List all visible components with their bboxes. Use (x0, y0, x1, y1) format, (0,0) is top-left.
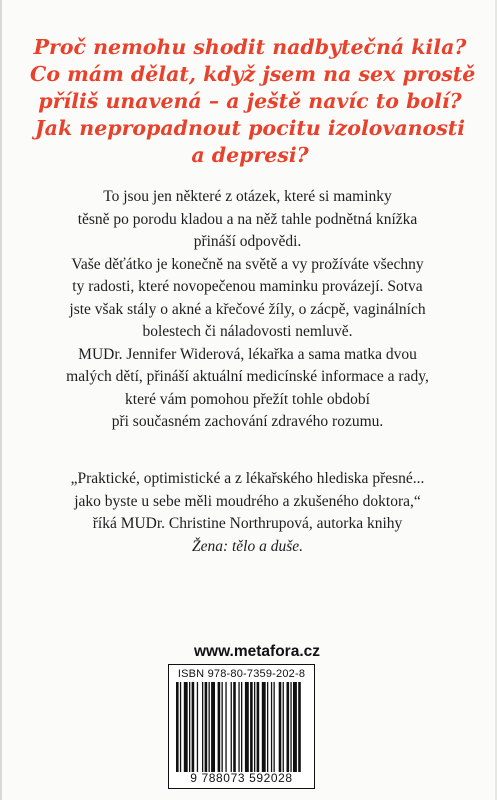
quote-line: „Praktické, optimistické a z lékařského hlediska přesné... (70, 470, 425, 487)
blurb-line: malých dětí, přináší aktuální medicínské informace a rady, (66, 368, 429, 385)
barcode-bar (279, 682, 282, 772)
barcode-bar (274, 682, 275, 772)
blurb-line: MUDr. Jennifer Widerová, lékařka a sama matka dvou (78, 345, 417, 363)
question-line: Jak nepropadnout pocitu izolovanosti (34, 116, 466, 140)
barcode-bar (293, 682, 297, 772)
quote-line: jako byste u sebe měli moudrého a zkušeného doktora,“ (74, 492, 421, 510)
blurb-line: Vaše děťátko je konečně na světě a vy prožíváte všechny (71, 255, 424, 273)
endorsement-quote (30, 468, 465, 558)
barcode-bar (238, 682, 239, 772)
question-line: Proč nemohu shodit nadbytečná kila? (33, 35, 467, 59)
barcode-bar (245, 682, 249, 772)
publisher-website: www.metafora.cz (193, 643, 320, 660)
question-line: Co mám dělat, když jsem na sex prostě (30, 62, 476, 86)
question-line: příliš unavená – a ještě navíc to bolí? (38, 89, 462, 113)
blurb-line: bolestech či náladovosti nemluvě. (142, 323, 353, 340)
barcode-bar (262, 682, 266, 772)
isbn-number: ISBN 978-80-7359-202-8 (177, 668, 306, 680)
barcode-bar (267, 682, 268, 772)
ean-number: 9 788073 592028 (190, 771, 293, 785)
barcode-bar (257, 682, 260, 772)
barcode-bar (283, 682, 284, 772)
blurb-line: přináší odpovědi. (193, 233, 302, 250)
barcode-bar (202, 682, 203, 772)
barcode-bar (211, 682, 215, 772)
barcode-bar (209, 682, 210, 772)
blurb-line: ty radosti, které novopečenou maminku provázejí. Sotva (72, 278, 423, 295)
blurb-line: při současném zachování zdravého rozumu. (111, 413, 384, 430)
barcode-bar (205, 682, 208, 772)
barcode-bar (225, 682, 226, 772)
barcode-bar (287, 682, 290, 772)
barcode-bar (176, 682, 179, 772)
page-edge-left (0, 0, 2, 800)
blurb-line: těsně po porodu kladou a na něž tahle podnětná knížka (77, 210, 418, 228)
question-line: a depresi? (191, 143, 309, 167)
barcode-bar (241, 682, 242, 772)
barcode-bar (254, 682, 255, 772)
blurb-line: které vám pomohou přežít tohle období (125, 390, 370, 408)
barcode-bar (231, 682, 232, 772)
barcode-bar (180, 682, 181, 772)
barcode-bar (271, 682, 272, 772)
barcode-bars (175, 682, 308, 772)
barcode-bar (298, 682, 301, 772)
quoted-book-title: Žena: tělo a duše. (191, 537, 304, 555)
teaser-questions (30, 34, 476, 169)
isbn-barcode (168, 664, 315, 789)
barcode-bar (250, 682, 253, 772)
barcode-bar (218, 682, 221, 772)
barcode-bar (290, 682, 291, 772)
barcode-bar (189, 682, 190, 772)
quote-line: říká MUDr. Christine Northrupová, autorka knihy (92, 515, 403, 532)
book-blurb (40, 186, 455, 434)
blurb-line: To jsou jen některé z otázek, které si maminky (103, 188, 392, 205)
barcode-bar (184, 682, 188, 772)
barcode-bar (192, 682, 195, 772)
barcode-bar (222, 682, 223, 772)
barcode-bar (233, 682, 236, 772)
barcode-bar (197, 682, 198, 772)
blurb-line: jste však stály o akné a křečové žíly, o zácpě, vaginálních (69, 300, 426, 318)
